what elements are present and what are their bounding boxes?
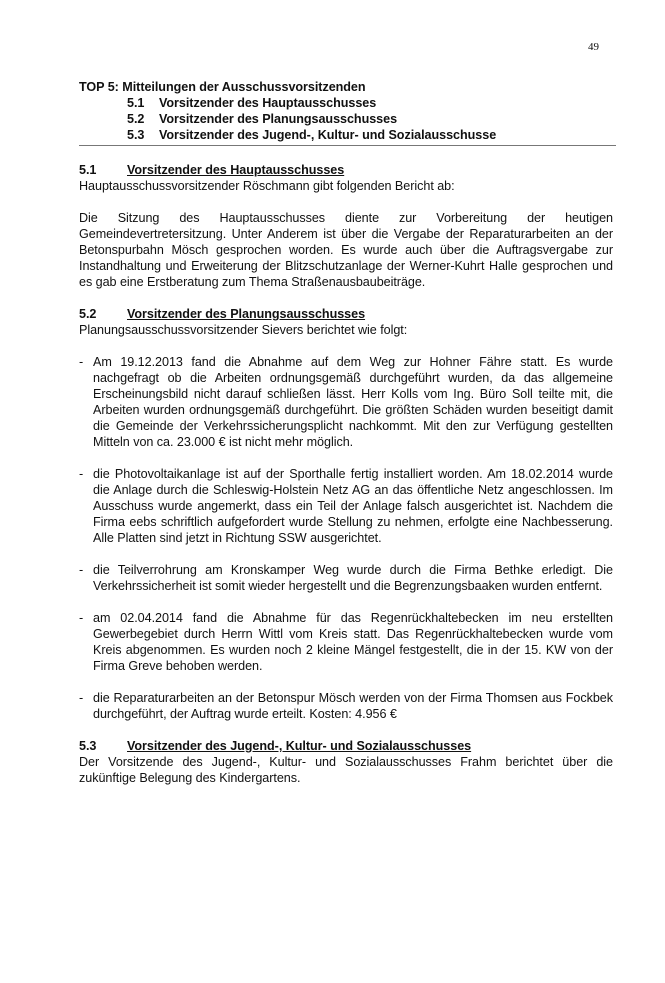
section-number: 5.2	[79, 307, 97, 321]
agenda-item-label: Vorsitzender des Hauptausschusses	[159, 96, 377, 110]
section-heading	[79, 306, 613, 322]
list-item-text: Am 19.12.2013 fand die Abnahme auf dem Weg zur Hohner Fähre statt. Es wurde nachgefragt ob die Arbeiten ordnungsgemäß durchgeführt wurden, da das allgemeine Erscheinungsbild nicht darauf schließen lässt. Herr Kolls vom Ing. Büro Soll teilte mit, die Arbeiten wurden ordnungsgemäß durchgeführt. Die größten Schäden wurden beseitigt damit die Gemeinde der Verkehrssicherungsplicht nachkommt. Mit den zur Verfügung gestellten Mitteln von ca. 23.000 € ist nicht mehr möglich.	[93, 355, 613, 449]
list-item-text: am 02.04.2014 fand die Abnahme für das Regenrückhaltebecken im neu erstellten Gewerbegebiet durch Herrn Wittl vom Kreis statt. Das Regenrückhaltebecken wurde vom Kreis abgenommen. Es wurden noch 2 kleine Mängel festgestellt, die in der 15. KW von der Firma Greve behoben werden.	[93, 611, 613, 673]
document-body	[79, 79, 613, 786]
list-item	[79, 690, 613, 722]
section-number: 5.3	[79, 739, 97, 753]
section-title: Vorsitzender des Hauptausschusses	[127, 163, 345, 177]
dash-bullet: -	[79, 467, 84, 481]
agenda-title: TOP 5: Mitteilungen der Ausschussvorsitzenden	[79, 80, 366, 94]
list-item	[79, 466, 613, 546]
section-number: 5.1	[79, 163, 97, 177]
dash-bullet: -	[79, 563, 84, 577]
list-item-text: die Photovoltaikanlage ist auf der Sporthalle fertig installiert worden. Am 18.02.2014 wurde die Anlage durch die Schleswig-Holstein Netz AG an das öffentliche Netz angeschlossen. Im Ausschuss wurde angemerkt, dass ein Teil der Anlage falsch ausgerichtet ist. Nachdem die Firma eebs schriftlich aufgefordert wurde Stellung zu nehmen, erfolgte eine Nachbesserung. Alle Platten sind jetzt in Richtung SSW ausgerichtet.	[93, 467, 613, 545]
agenda-item-number: 5.3	[127, 128, 145, 142]
section-intro: Der Vorsitzende des Jugend-, Kultur- und Sozialausschusses Frahm berichtet über die zukünftige Belegung des Kindergartens.	[79, 755, 613, 785]
agenda-item-number: 5.2	[127, 112, 145, 126]
section-title: Vorsitzender des Planungsausschusses	[127, 307, 366, 321]
list-item	[79, 562, 613, 594]
page-number: 49	[588, 41, 599, 53]
agenda-item-label: Vorsitzender des Planungsausschusses	[159, 112, 398, 126]
section-intro: Planungsausschussvorsitzender Sievers berichtet wie folgt:	[79, 323, 408, 337]
agenda-item	[79, 95, 613, 111]
agenda-item-label: Vorsitzender des Jugend-, Kultur- und Sozialausschusse	[159, 128, 497, 142]
section-title: Vorsitzender des Jugend-, Kultur- und Sozialausschusses	[127, 739, 472, 753]
dash-bullet: -	[79, 355, 84, 369]
section-body: Die Sitzung des Hauptausschusses diente zur Vorbereitung der heutigen Gemeindevertretersitzung. Unter Anderem ist über die Vergabe der Reparaturarbeiten an der Betonspurbahn Mösch gesprochen worden. Es wurde auch über die Auftragsvergabe zur Instandhaltung und Erweiterung der Blitzschutzanlage der Werner-Kuhrt Halle gesprochen und es gab eine Erstberatung zum Thema Straßenausbaubeiträge.	[79, 211, 613, 289]
list-item-text: die Teilverrohrung am Kronskamper Weg wurde durch die Firma Bethke erledigt. Die Verkehrssicherheit ist somit wieder hergestellt und die Begrenzungsbaaken wurden entfernt.	[93, 563, 613, 593]
agenda-item	[79, 111, 613, 127]
dash-bullet: -	[79, 691, 84, 705]
agenda-item-number: 5.1	[127, 96, 145, 110]
list-item	[79, 354, 613, 450]
section-heading	[79, 162, 613, 178]
agenda-item	[79, 127, 613, 143]
list-item-text: die Reparaturarbeiten an der Betonspur Mösch werden von der Firma Thomsen aus Fockbek durchgeführt, der Auftrag wurde erteilt. Kosten: 4.956 €	[93, 691, 613, 721]
section-intro: Hauptausschussvorsitzender Röschmann gibt folgenden Bericht ab:	[79, 179, 455, 193]
list-item	[79, 610, 613, 674]
dash-bullet: -	[79, 611, 84, 625]
section-heading	[79, 738, 613, 754]
